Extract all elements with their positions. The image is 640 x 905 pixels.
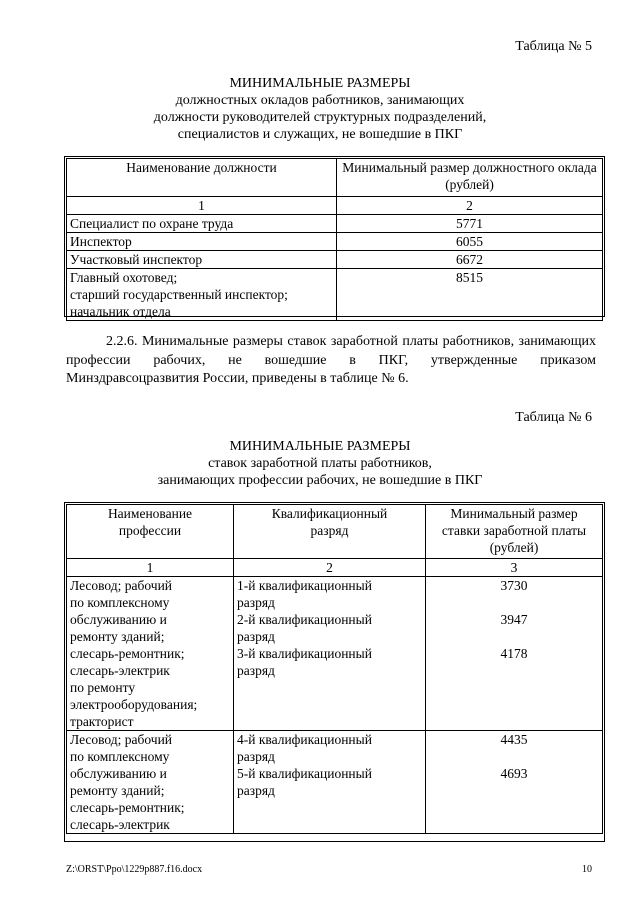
table5-number-row	[67, 197, 603, 215]
table6-col-number: 3	[426, 559, 603, 577]
header-line: разряд	[310, 523, 349, 538]
position-name-line: старший государственный инспектор;	[70, 287, 288, 302]
table6	[66, 504, 603, 834]
table-row	[67, 577, 603, 731]
table6-title-line: МИНИМАЛЬНЫЕ РАЗМЕРЫ	[229, 439, 411, 454]
grade-line: 5-й квалификационный	[237, 766, 372, 781]
grade-line: разряд	[237, 783, 275, 798]
rate-list	[426, 731, 603, 834]
profession-line: слесарь-ремонтник;	[70, 646, 185, 661]
profession-line: по ремонту	[70, 680, 136, 695]
table-row	[67, 251, 603, 269]
salary-value: 8515	[337, 269, 603, 321]
header-line: ставки заработной платы	[441, 523, 587, 538]
rate-value: 3947	[500, 612, 528, 627]
header-line: Наименование	[107, 506, 193, 521]
table6-header-grade	[234, 505, 426, 559]
table5-col-number: 1	[67, 197, 337, 215]
position-name	[67, 269, 337, 321]
grade-line: разряд	[237, 749, 275, 764]
grade-list	[234, 577, 426, 731]
profession-line: обслуживанию и	[70, 766, 167, 781]
position-name: Специалист по охране труда	[67, 215, 337, 233]
table5-title-line: должности руководителей структурных подразделений,	[153, 110, 487, 125]
profession-line: тракторист	[70, 714, 134, 729]
header-line: профессии	[118, 523, 182, 538]
header-line: (рублей)	[489, 540, 539, 555]
table-row	[67, 269, 603, 321]
table-row	[67, 731, 603, 834]
profession-line: Лесовод; рабочий	[70, 732, 173, 747]
table5-caption: Таблица № 5	[515, 39, 592, 54]
profession-line: обслуживанию и	[70, 612, 167, 627]
profession-line: Лесовод; рабочий	[70, 578, 173, 593]
profession-line: слесарь-электрик	[70, 817, 170, 832]
table5	[66, 158, 603, 321]
rate-value: 4435	[500, 732, 528, 747]
profession-line: слесарь-ремонтник;	[70, 800, 185, 815]
table6-title-line: занимающих профессии рабочих, не вошедшие в ПКГ	[157, 473, 483, 488]
table5-title	[0, 75, 640, 143]
position-name-line: Главный охотовед;	[70, 270, 178, 285]
footer-file-path: Z:\ORST\Ppo\1229p887.f16.docx	[66, 864, 203, 875]
table5-title-line: МИНИМАЛЬНЫЕ РАЗМЕРЫ	[229, 76, 411, 91]
profession-names	[67, 577, 234, 731]
position-name-line: начальник отдела	[70, 304, 171, 319]
salary-value: 6672	[337, 251, 603, 269]
footer-page-number: 10	[582, 864, 592, 875]
grade-list	[234, 731, 426, 834]
grade-line: 4-й квалификационный	[237, 732, 372, 747]
profession-line: ремонту зданий;	[70, 783, 165, 798]
rate-list	[426, 577, 603, 731]
salary-value: 5771	[337, 215, 603, 233]
grade-line: 2-й квалификационный	[237, 612, 372, 627]
table6-header-row	[67, 505, 603, 559]
table6-header-profession	[67, 505, 234, 559]
table5-title-line: должностных окладов работников, занимающих	[175, 93, 465, 108]
grade-line: 1-й квалификационный	[237, 578, 372, 593]
position-name: Участковый инспектор	[67, 251, 337, 269]
position-name: Инспектор	[67, 233, 337, 251]
table5-header-name: Наименование должности	[67, 159, 337, 197]
table6-col-number: 1	[67, 559, 234, 577]
table5-header-row	[67, 159, 603, 197]
profession-line: по комплексному	[70, 749, 170, 764]
header-line: Квалификационный	[271, 506, 388, 521]
table6-header-rate	[426, 505, 603, 559]
table5-title-line: специалистов и служащих, не вошедшие в ПКГ	[177, 127, 463, 142]
table6-title	[0, 438, 640, 489]
paragraph-text: 2.2.6. Минимальные размеры ставок заработной платы работников, занимающих профессии рабочих, не вошедшие в ПКГ, утвержденные приказом Минздравсоцразвития России, приведены в таблице № 6.	[66, 334, 596, 386]
header-line: Минимальный размер	[450, 506, 578, 521]
table5-col-number: 2	[337, 197, 603, 215]
grade-line: разряд	[237, 595, 275, 610]
table6-title-line: ставок заработной платы работников,	[208, 456, 432, 471]
table-row	[67, 233, 603, 251]
profession-line: слесарь-электрик	[70, 663, 170, 678]
table5-header-value: Минимальный размер должностного оклада (рублей)	[337, 159, 603, 197]
rate-value: 4693	[500, 766, 528, 781]
table6-number-row	[67, 559, 603, 577]
profession-line: электрооборудования;	[70, 697, 198, 712]
rate-value: 4178	[500, 646, 528, 661]
table6-col-number: 2	[234, 559, 426, 577]
table6-caption: Таблица № 6	[515, 410, 592, 425]
profession-line: по комплексному	[70, 595, 170, 610]
grade-line: разряд	[237, 629, 275, 644]
table-row	[67, 215, 603, 233]
profession-line: ремонту зданий;	[70, 629, 165, 644]
profession-names	[67, 731, 234, 834]
grade-line: 3-й квалификационный	[237, 646, 372, 661]
paragraph-2-2-6	[66, 333, 596, 389]
grade-line: разряд	[237, 663, 275, 678]
salary-value: 6055	[337, 233, 603, 251]
rate-value: 3730	[500, 578, 528, 593]
